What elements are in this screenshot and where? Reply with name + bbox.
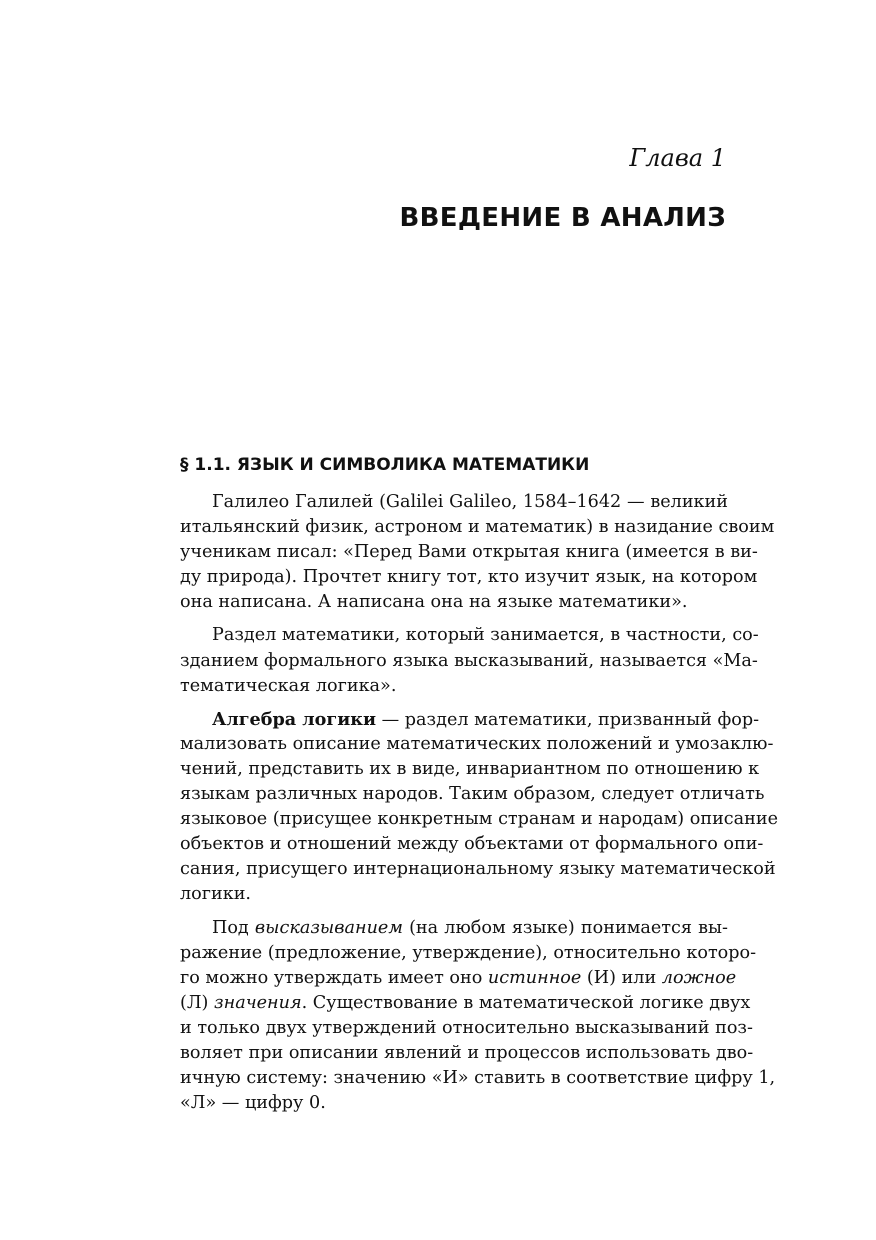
text-line (148, 966, 737, 991)
text-line (148, 916, 728, 941)
text-fragment: — раздел математики, призванный фор- (376, 709, 760, 730)
text-line: итальянский физик, астроном и математик) в назидание своим (180, 517, 775, 538)
text-line: и только двух утверждений относительно высказываний поз- (180, 1017, 753, 1038)
term-logic-algebra: Алгебра логики (212, 708, 376, 730)
term-true: истинное (487, 967, 582, 988)
text-fragment: (И) или (581, 967, 662, 988)
text-line: воляет при описании явлений и процессов использовать дво- (180, 1042, 754, 1063)
term-values: значения (214, 992, 302, 1013)
term-false: ложное (661, 967, 737, 988)
text-line: Раздел математики, который занимается, в частности, со- (212, 625, 759, 646)
text-line: ученикам писал: «Перед Вами открытая книга (имеется в ви- (180, 542, 758, 563)
text-fragment: Под (212, 917, 255, 938)
body-text (148, 490, 779, 1124)
text-fragment: (на любом языке) понимается вы- (402, 917, 728, 938)
text-fragment: . Существование в математической логике двух (301, 992, 751, 1013)
text-line: Галилео Галилей (Galilei Galileo, 1584–1642 — великий (212, 492, 728, 512)
paragraph-statement (148, 916, 776, 1117)
section-heading: § 1.1. ЯЗЫК И СИМВОЛИКА МАТЕМАТИКИ (180, 455, 590, 475)
text-line: «Л» — цифру 0. (180, 1093, 326, 1114)
paragraph-logic-algebra (148, 707, 779, 908)
text-line: логики. (180, 884, 252, 905)
text-line: тематическая логика». (180, 675, 397, 696)
paragraph-math-logic (148, 623, 759, 698)
text-line: ражение (предложение, утверждение), относительно которо- (180, 942, 757, 963)
text-line: зданием формального языка высказываний, называется «Ма- (180, 650, 758, 671)
text-line: мализовать описание математических положений и умозаклю- (180, 733, 774, 754)
text-fragment: го можно утверждать имеет оно (180, 967, 488, 988)
text-line: сания, присущего интернациональному языку математической (180, 859, 776, 880)
text-line: она написана. А написана она на языке математики». (180, 592, 688, 613)
text-line (148, 991, 751, 1016)
text-line: языкам различных народов. Таким образом, следует отличать (180, 784, 765, 805)
text-line: чений, представить их в виде, инвариантном по отношению к (180, 758, 760, 779)
text-line (148, 707, 760, 732)
text-line: ду природа). Прочтет книгу тот, кто изучит язык, на котором (180, 567, 758, 588)
chapter-number: Глава 1 (629, 144, 726, 172)
term-statement: высказыванием (254, 917, 403, 938)
text-line: ичную систему: значению «И» ставить в соответствие цифру 1, (180, 1068, 776, 1089)
text-fragment: (Л) (180, 992, 215, 1013)
text-line: объектов и отношений между объектами от формального опи- (180, 834, 764, 855)
paragraph-galileo (148, 490, 775, 615)
text-line: языковое (присущее конкретным странам и народам) описание (180, 809, 779, 830)
chapter-title: ВВЕДЕНИЕ В АНАЛИЗ (399, 203, 726, 233)
